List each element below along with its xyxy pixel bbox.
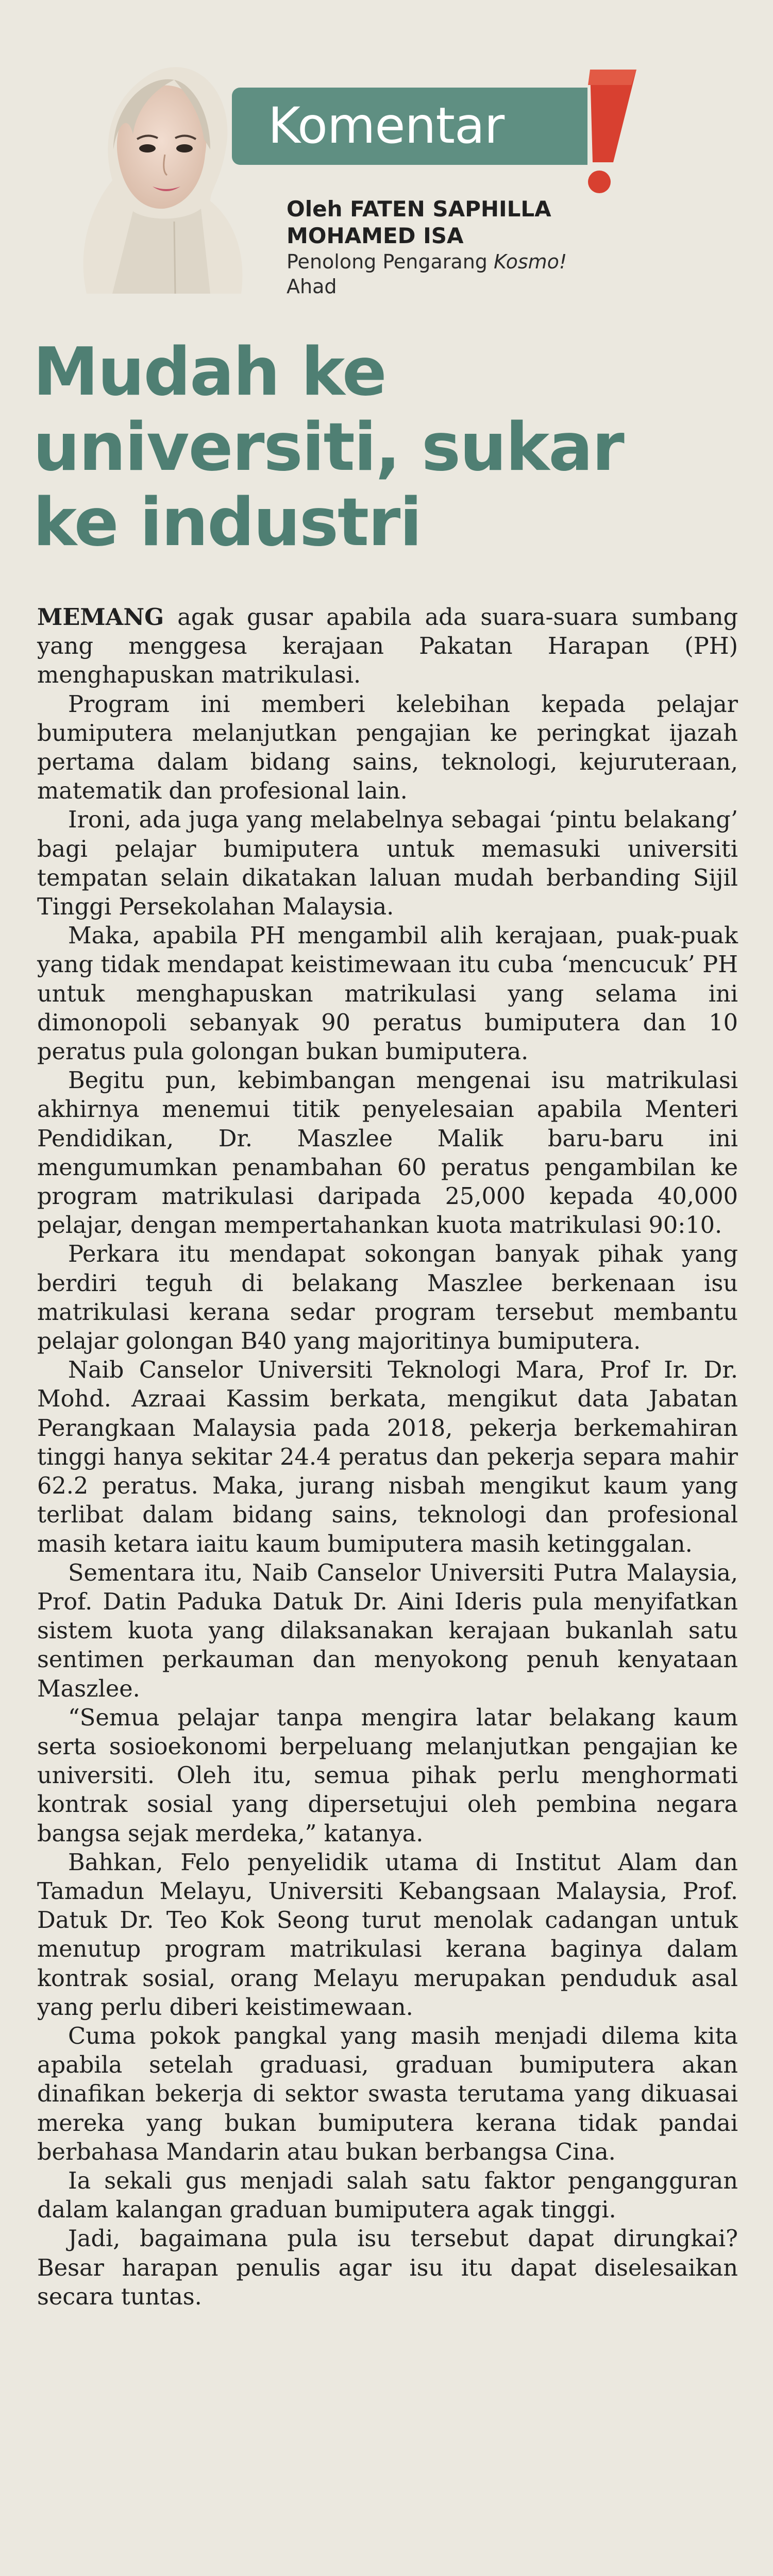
article-paragraph-4: Maka, apabila PH mengambil alih kerajaan, puak-puak yang tidak mendapat keistimewaan itu cuba ‘mencucuk’ PH untuk menghapuskan matrikulasi yang selama ini dimonopoli sebanyak 90 peratus bumiputera dan 10 peratus pula golongan bukan bumiputera.	[37, 922, 738, 1065]
article-paragraph-11: Cuma pokok pangkal yang masih menjadi dilema kita apabila setelah graduasi, graduan bumiputera akan dinafikan bekerja di sektor swasta terutama yang dikuasai mereka yang bukan bumiputera kerana tidak pandai berbahasa Mandarin atau bukan berbangsa Cina.	[37, 2022, 738, 2165]
column-banner	[232, 88, 587, 165]
article-headline	[33, 335, 744, 561]
article-paragraph-10: Bahkan, Felo penyelidik utama di Institut Alam dan Tamadun Melayu, Universiti Kebangsaan Malaysia, Prof. Datuk Dr. Teo Kok Seong turut menolak cadangan untuk menutup program matrikulasi kerana baginya dalam kontrak sosial, orang Melayu merupakan penduduk asal yang perlu diberi keistimewaan.	[37, 1849, 738, 2021]
lead-word: MEMANG	[37, 603, 164, 631]
author-role-prefix: Penolong Pengarang	[287, 250, 494, 273]
paragraph-1-text: agak gusar apabila ada suara-suara sumbang yang menggesa kerajaan Pakatan Harapan (PH) menghapuskan matrikulasi.	[37, 604, 738, 689]
article-paragraph-7: Naib Canselor Universiti Teknologi Mara, Prof Ir. Dr. Mohd. Azraai Kassim berkata, mengikut data Jabatan Perangkaan Malaysia pada 2018, pekerja berkemahiran tinggi hanya sekitar 24.4 peratus dan pekerja separa mahir 62.2 peratus. Maka, jurang nisbah mengikut kaum yang terlibat dalam bidang sains, teknologi dan profesional masih ketara iaitu kaum bumiputera masih ketinggalan.	[37, 1357, 738, 1557]
headline-line-3: ke industri	[33, 484, 422, 561]
article-paragraph-13: Jadi, bagaimana pula isu tersebut dapat dirungkai? Besar harapan penulis agar isu itu dapat diselesaikan secara tuntas.	[37, 2225, 738, 2310]
headline-line-1: Mudah ke	[33, 334, 386, 411]
headline-line-2: universiti, sukar	[33, 409, 624, 486]
article-paragraph-6: Perkara itu mendapat sokongan banyak pihak yang berdiri teguh di belakang Maszlee berkenaan isu matrikulasi kerana sedar program tersebut membantu pelajar golongan B40 yang majoritinya bumiputera.	[37, 1241, 738, 1355]
publication-day: Ahad	[287, 275, 337, 298]
article-paragraph-9: “Semua pelajar tanpa mengira latar belakang kaum serta sosioekonomi berpeluang melanjutkan pengajian ke universiti. Oleh itu, semua pihak perlu menghormati kontrak sosial yang dipersetujui oleh pembina negara bangsa sejak merdeka,” katanya.	[37, 1704, 738, 1847]
article-paragraph-5: Begitu pun, kebimbangan mengenai isu matrikulasi akhirnya menemui titik penyelesaian apabila Menteri Pendidikan, Dr. Maszlee Malik baru-baru ini mengumumkan penambahan 60 peratus pengambilan ke program matrikulasi daripada 25,000 kepada 40,000 pelajar, dengan mempertahankan kuota matrikulasi 90:10.	[37, 1067, 738, 1239]
column-header	[0, 0, 773, 330]
author-byline	[287, 196, 658, 299]
publication-name: Kosmo!	[494, 250, 567, 273]
author-name-line1: Oleh FATEN SAPHILLA	[287, 196, 551, 222]
author-name-line2: MOHAMED ISA	[287, 223, 464, 248]
article-paragraph-3: Ironi, ada juga yang melabelnya sebagai ‘pintu belakang’ bagi pelajar bumiputera untuk memasuki universiti tempatan selain dikatakan laluan mudah berbanding Sijil Tinggi Persekolahan Malaysia.	[37, 806, 738, 921]
author-portrait	[56, 52, 257, 299]
author-role	[287, 249, 658, 274]
article-paragraph-8: Sementara itu, Naib Canselor Universiti Putra Malaysia, Prof. Datin Paduka Datuk Dr. Aini Ideris pula menyifatkan sistem kuota yang dilaksanakan kerajaan bukanlah satu sentimen perkauman dan menyokong penuh kenyataan Maszlee.	[37, 1559, 738, 1702]
article-paragraph-2: Program ini memberi kelebihan kepada pelajar bumiputera melanjutkan pengajian ke peringkat ijazah pertama dalam bidang sains, teknologi, kejuruteraan, matematik dan profesional lain.	[37, 690, 738, 805]
article-paragraph-12: Ia sekali gus menjadi salah satu faktor pengangguran dalam kalangan graduan bumiputera agak tinggi.	[37, 2167, 738, 2224]
article-paragraph-1	[37, 603, 738, 690]
article-body	[37, 603, 738, 2576]
exclamation-icon	[564, 64, 647, 198]
column-name: Komentar	[268, 97, 505, 155]
